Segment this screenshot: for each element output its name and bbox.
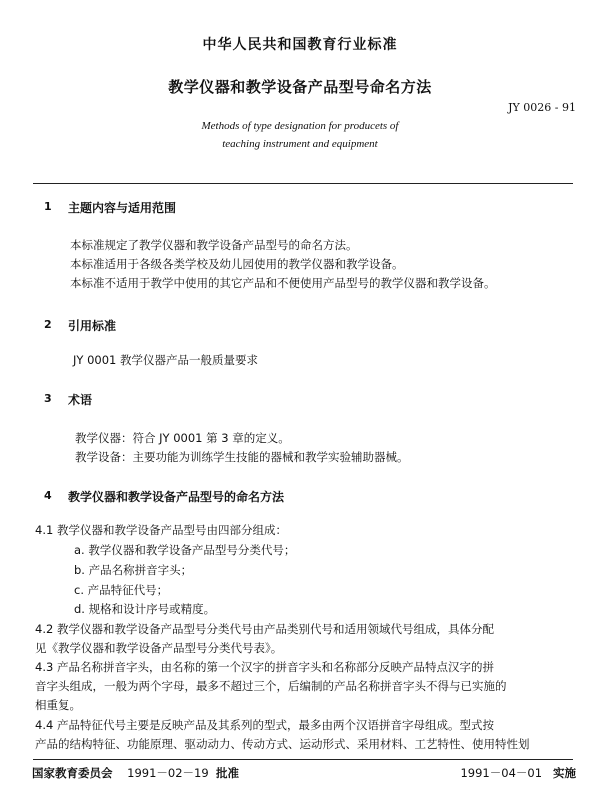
paragraph: 本标准规定了教学仪器和教学设备产品型号的命名方法。 xyxy=(70,238,358,252)
list-item: c. 产品特征代号； xyxy=(74,583,169,597)
english-title-line1: Methods of type designation for producets of xyxy=(201,120,399,132)
section-number: 2 xyxy=(44,318,52,331)
reference-item: JY 0001 教学仪器产品一般质量要求 xyxy=(73,353,258,367)
list-item: d. 规格和设计序号或精度。 xyxy=(74,602,216,616)
list-item: a. 教学仪器和教学设备产品型号分类代号； xyxy=(74,543,296,557)
paragraph: 本标准适用于各级各类学校及幼儿园使用的教学仪器和教学设备。 xyxy=(70,257,404,271)
effective-label: 实施 xyxy=(553,766,576,780)
clause-4-4: 4.4 产品特征代号主要是反映产品及其系列的型式，最多由两个汉语拼音字母组成。型式按 xyxy=(35,718,494,732)
clause-4-3: 4.3 产品名称拼音字头，由名称的第一个汉字的拼音字头和名称部分反映产品特点汉字的拼 xyxy=(35,660,494,674)
paragraph: 教学设备：主要功能为训练学生技能的器械和教学实验辅助器械。 xyxy=(75,450,409,464)
effective-date: 1991－04－01 xyxy=(460,766,543,780)
section-number: 3 xyxy=(44,392,52,405)
paragraph: 教学仪器：符合 JY 0001 第 3 章的定义。 xyxy=(75,431,290,445)
section-number: 1 xyxy=(44,200,52,213)
standard-category: 中华人民共和国教育行业标准 xyxy=(202,37,398,53)
footer-approval xyxy=(32,765,239,781)
clause-4-2-cont: 见《教学仪器和教学设备产品型号分类代号表》。 xyxy=(35,641,283,655)
section-number: 4 xyxy=(44,489,52,502)
footer-effective xyxy=(460,765,576,781)
footer-divider xyxy=(33,759,573,760)
section-title: 主题内容与适用范围 xyxy=(68,201,177,215)
clause-4-3-cont: 相重复。 xyxy=(35,698,81,712)
section-title: 引用标准 xyxy=(68,319,117,333)
clause-4-4-cont: 产品的结构特征、功能原理、驱动动力、传动方式、运动形式、采用材料、工艺特性、使用特性划 xyxy=(35,737,530,751)
clause-4-2: 4.2 教学仪器和教学设备产品型号分类代号由产品类别代号和适用领域代号组成，具体分配 xyxy=(35,622,494,636)
paragraph: 本标准不适用于教学中使用的其它产品和不便使用产品型号的教学仪器和教学设备。 xyxy=(70,276,496,290)
section-title: 术语 xyxy=(68,393,93,407)
issuer: 国家教育委员会 xyxy=(32,766,113,780)
header-divider xyxy=(33,183,573,184)
section-title: 教学仪器和教学设备产品型号的命名方法 xyxy=(68,490,285,504)
approve-label: 批准 xyxy=(215,766,239,780)
english-title-line2: teaching instrument and equipment xyxy=(222,138,378,150)
standard-code: JY 0026 - 91 xyxy=(508,101,576,114)
clause-4-1: 4.1 教学仪器和教学设备产品型号由四部分组成： xyxy=(35,523,287,537)
document-title: 教学仪器和教学设备产品型号命名方法 xyxy=(168,78,432,96)
clause-4-3-cont: 音字头组成，一般为两个字母，最多不超过三个，后编制的产品名称拼音字头不得与已实施的 xyxy=(35,679,507,693)
approve-date: 1991－02－19 xyxy=(127,766,209,780)
list-item: b. 产品名称拼音字头； xyxy=(74,563,193,577)
